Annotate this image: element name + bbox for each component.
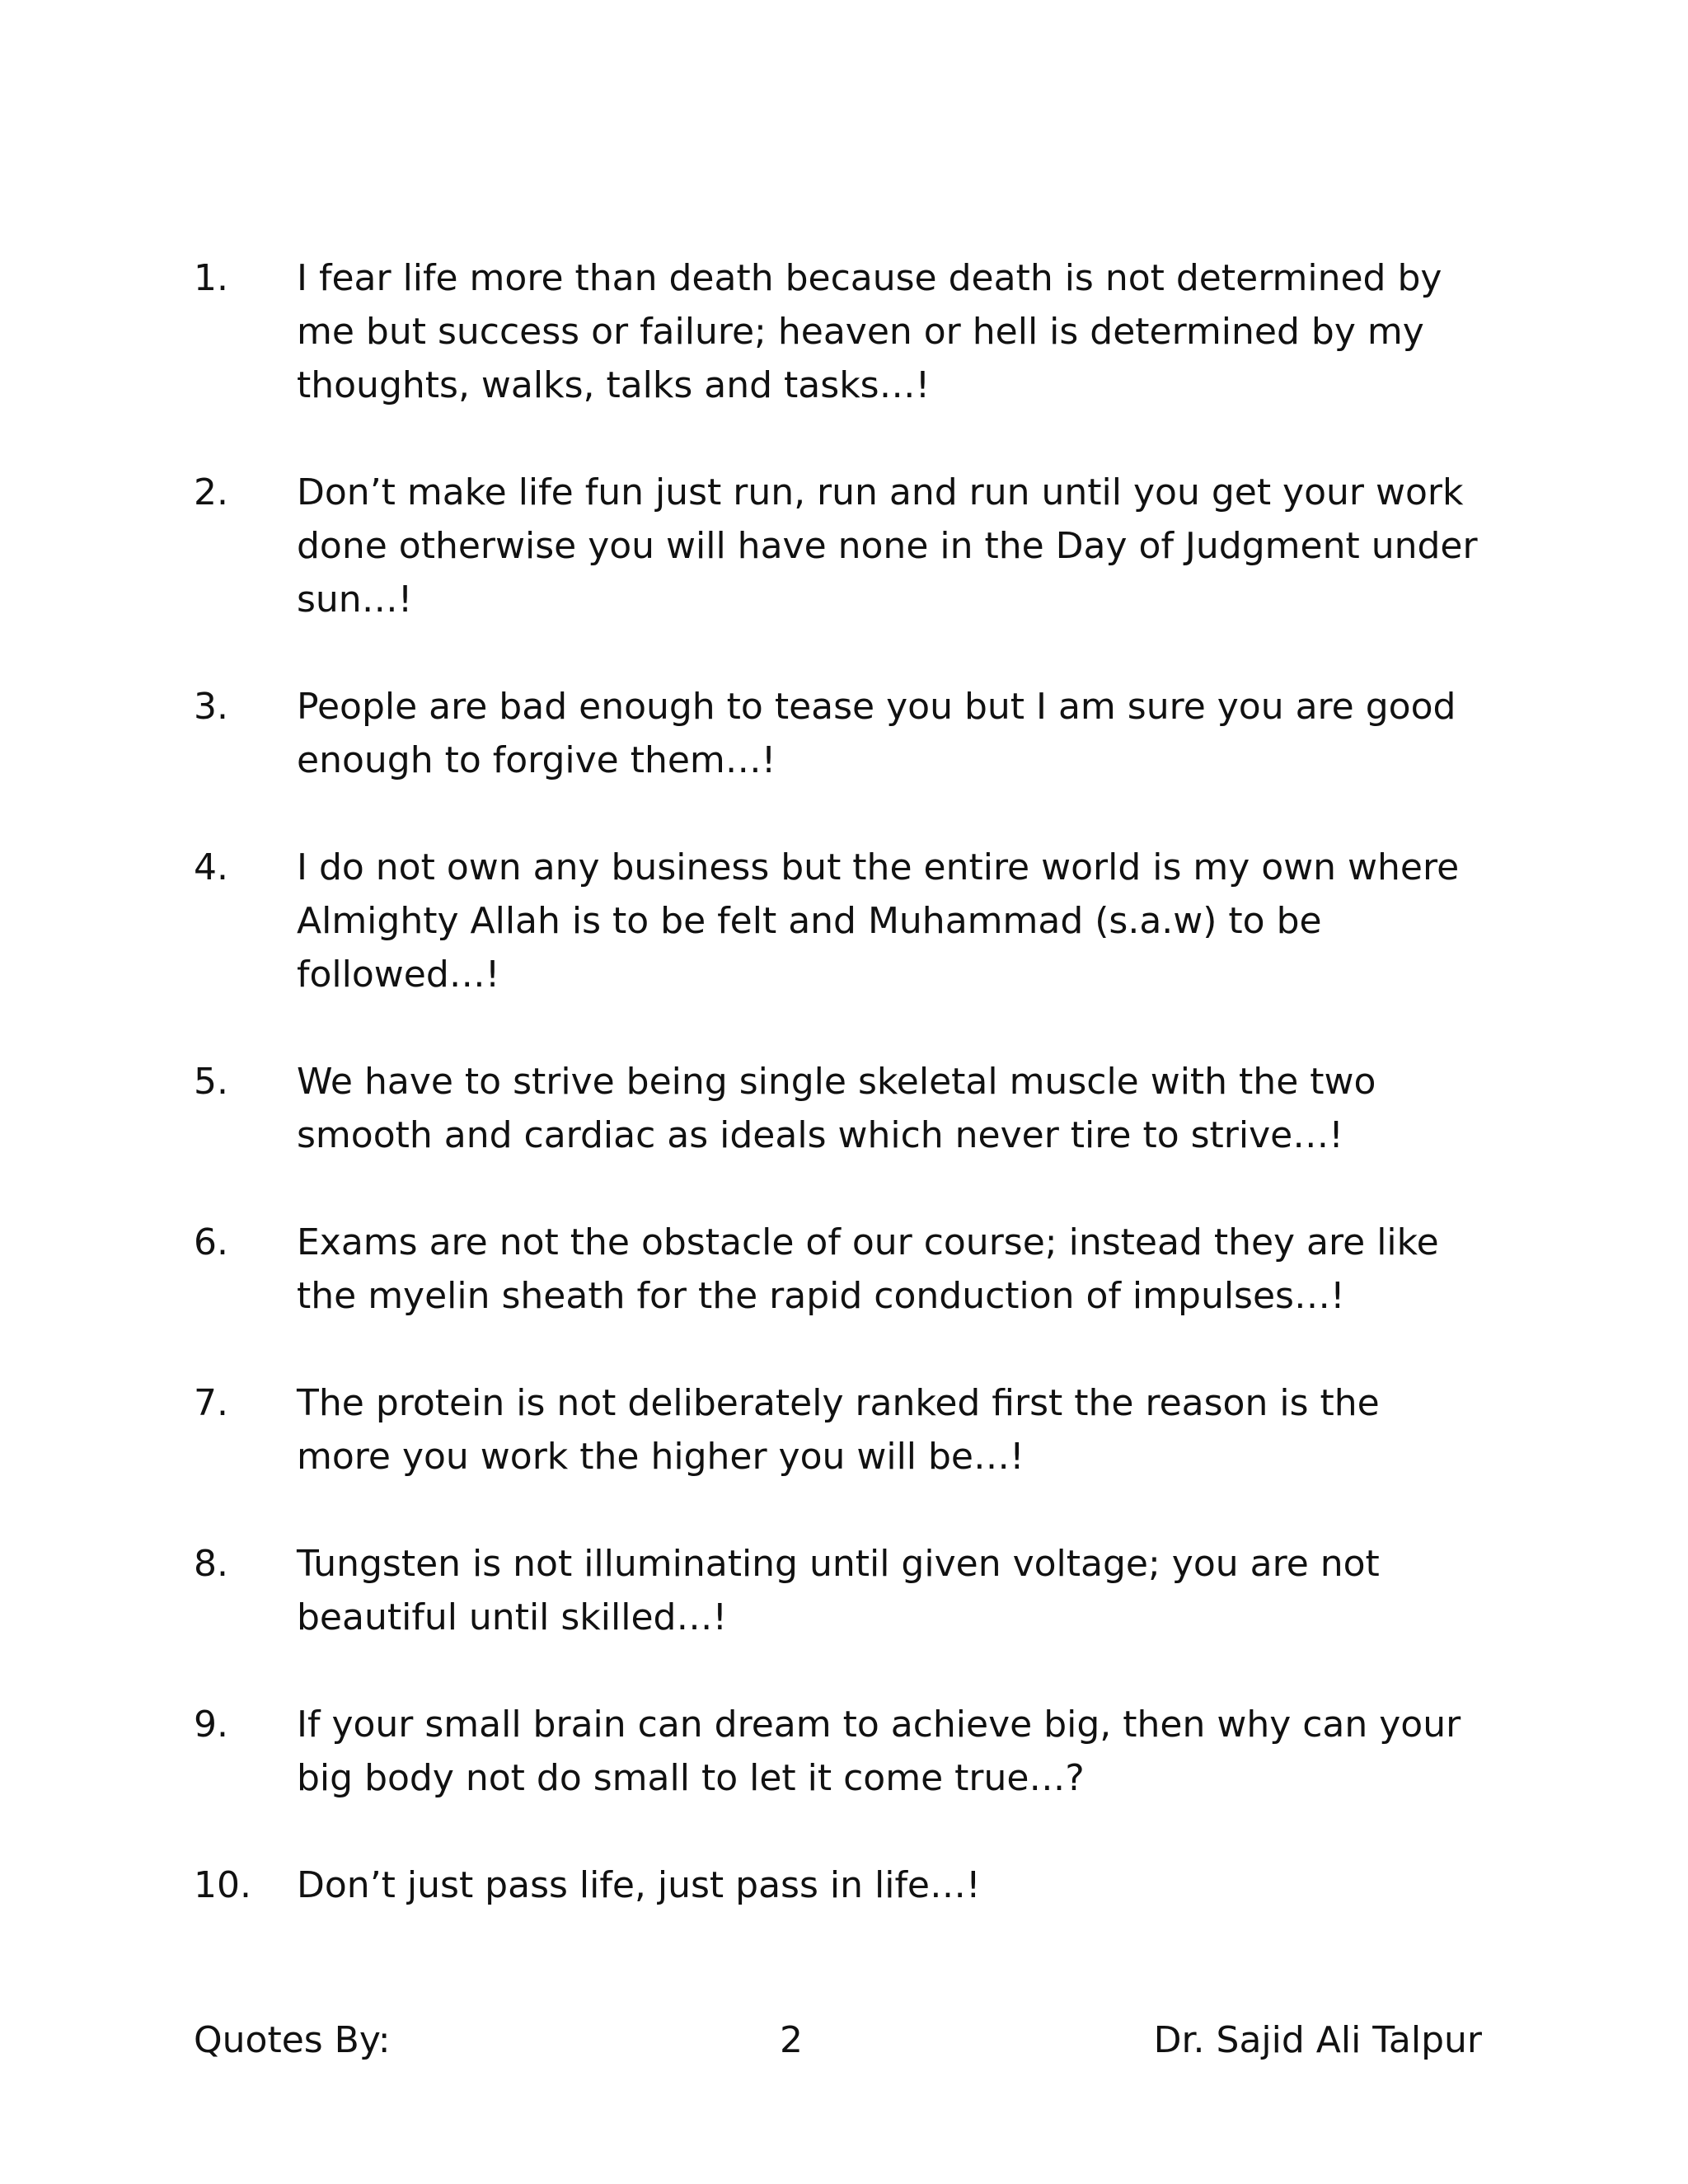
- quote-item-9: [194, 1698, 1479, 1805]
- footer-author-name: Dr. Sajid Ali Talpur: [1153, 2019, 1482, 2061]
- quote-item-1: [194, 251, 1479, 412]
- quote-number: 8.: [194, 1543, 228, 1585]
- footer-quotes-by-label: Quotes By:: [194, 2019, 391, 2061]
- quote-text: Don’t make life fun just run, run and run until you get your work done otherwise you will have none in the Day of Judgment under sun…!: [297, 471, 1478, 621]
- quote-text: Don’t just pass life, just pass in life…!: [297, 1864, 981, 1906]
- quote-number: 6.: [194, 1221, 228, 1263]
- quote-number: 4.: [194, 846, 228, 888]
- quote-item-6: [194, 1216, 1479, 1323]
- quote-number: 1.: [194, 257, 228, 299]
- quote-item-5: [194, 1055, 1479, 1162]
- quote-text: Exams are not the obstacle of our course; instead they are like the myelin sheath for the rapid conduction of impulses…!: [297, 1221, 1439, 1317]
- quote-number: 10.: [194, 1864, 251, 1906]
- quote-text: People are bad enough to tease you but I am sure you are good enough to forgive them…!: [297, 686, 1456, 781]
- quote-number: 9.: [194, 1704, 228, 1746]
- quote-number: 7.: [194, 1382, 228, 1424]
- quote-number: 3.: [194, 686, 228, 728]
- quote-text: I fear life more than death because death is not determined by me but success or failure; heaven or hell is determined by my thoughts, walks, talks and tasks…!: [297, 257, 1442, 406]
- quote-number: 5.: [194, 1061, 228, 1103]
- quote-text: If your small brain can dream to achieve big, then why can your big body not do small to let it come true…?: [297, 1704, 1461, 1799]
- quote-number: 2.: [194, 471, 228, 513]
- quote-item-8: [194, 1537, 1479, 1644]
- quote-item-10: [194, 1858, 1479, 1912]
- quote-item-2: [194, 466, 1479, 626]
- quote-text: I do not own any business but the entire world is my own where Almighty Allah is to be felt and Muhammad (s.a.w) to be followed…!: [297, 846, 1460, 996]
- quote-text: We have to strive being single skeletal muscle with the two smooth and cardiac as ideals which never tire to strive…!: [297, 1061, 1376, 1156]
- quote-item-7: [194, 1376, 1479, 1483]
- quote-item-4: [194, 841, 1479, 1001]
- quote-list: [194, 251, 1479, 1912]
- quote-text: Tungsten is not illuminating until given voltage; you are not beautiful until skilled…!: [297, 1543, 1380, 1638]
- quote-text: The protein is not deliberately ranked first the reason is the more you work the higher you will be…!: [297, 1382, 1380, 1478]
- quote-item-3: [194, 680, 1479, 787]
- page-number: 2: [780, 2019, 803, 2061]
